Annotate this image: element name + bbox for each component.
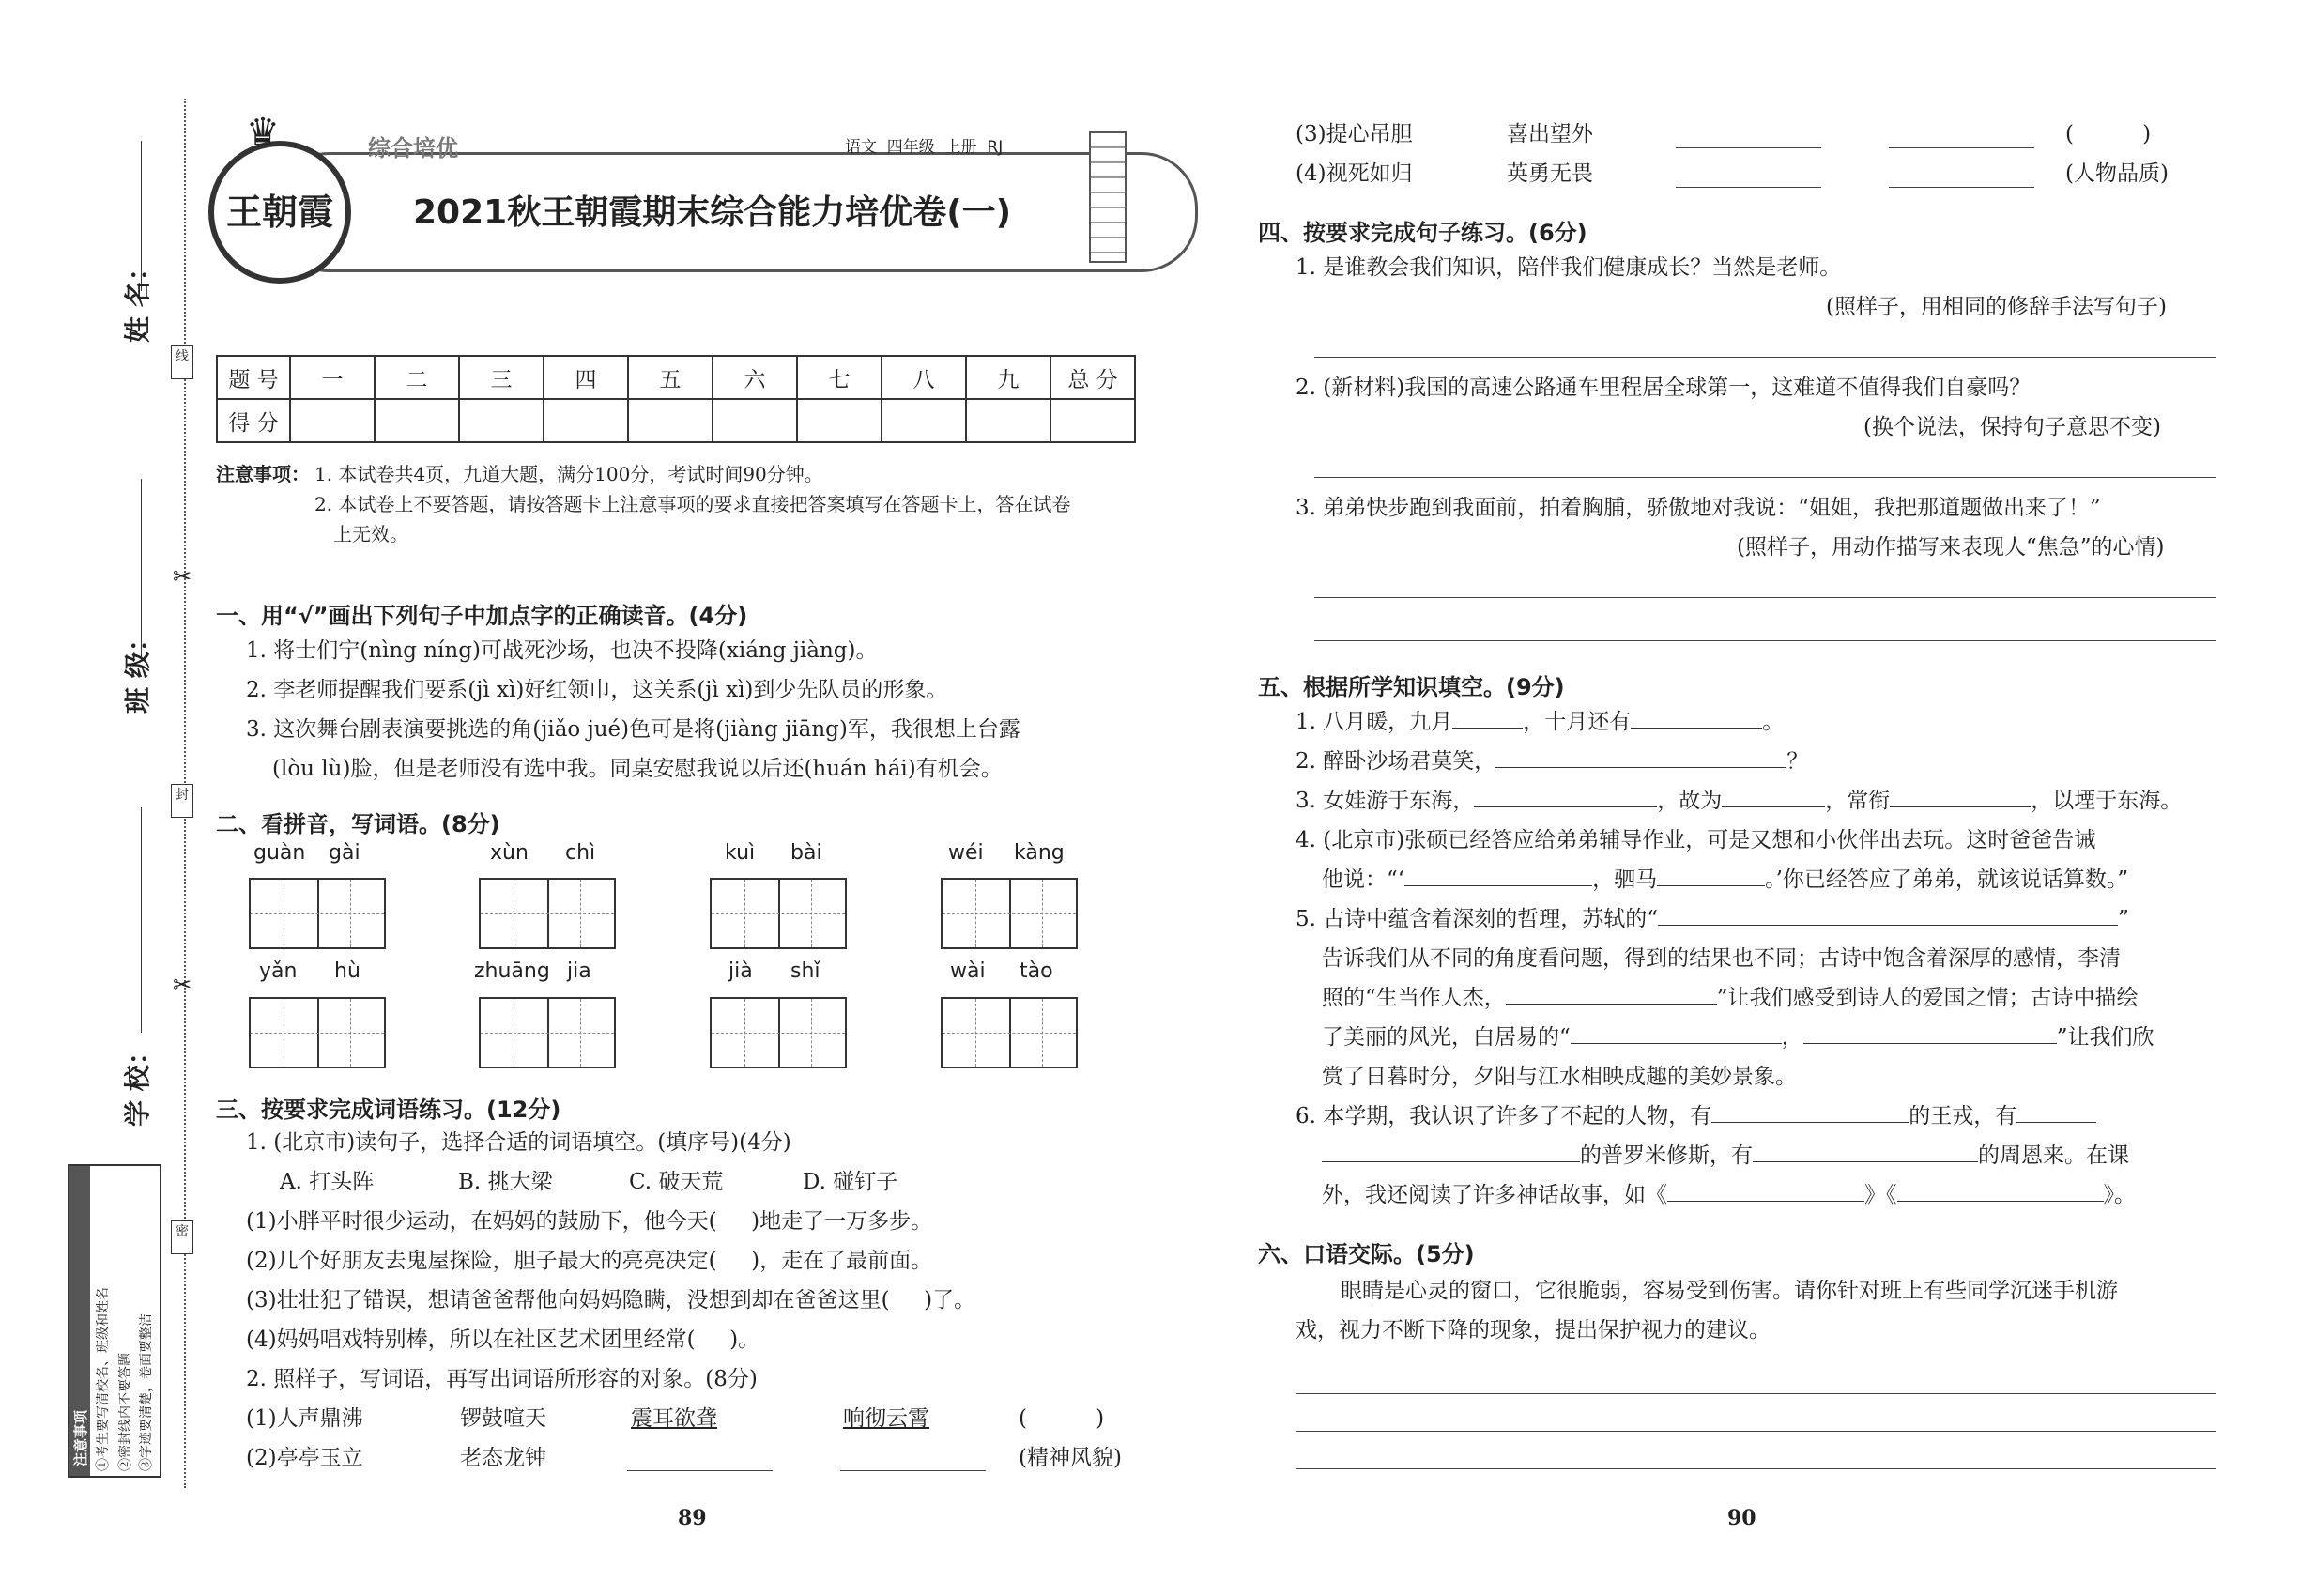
- writing-grid[interactable]: [941, 878, 1078, 949]
- answer-blank[interactable]: [1753, 1161, 1978, 1162]
- question-line: 3. 这次舞台剧表演要挑选的角(jiǎo jué)色可是将(jiàng jiāng)军，我很想上台露: [246, 717, 1020, 742]
- word-cell: (2)亭亭玉立: [246, 1446, 363, 1470]
- question-line: 3. 弟弟快步跑到我面前，拍着胸脯，骄傲地对我说：“姐姐，我把那道题做出来了！”: [1296, 496, 2101, 520]
- writing-grid[interactable]: [710, 997, 847, 1068]
- fill-line: 赏了日暮时分，夕阳与江水相映成趣的美妙景象。: [1322, 1065, 1797, 1089]
- answer-blank[interactable]: [1803, 1043, 2057, 1044]
- table-cell: 得 分: [217, 399, 290, 442]
- word-cell: 锣鼓喧天: [460, 1406, 546, 1431]
- option: B. 挑大梁: [458, 1170, 553, 1194]
- answer-line[interactable]: [1296, 1468, 2216, 1469]
- option: D. 碰钉子: [803, 1170, 898, 1194]
- question-line: 2. (新材料)我国的高速公路通车里程居全球第一，这难道不值得我们自豪吗？: [1296, 376, 2032, 400]
- table-cell: 二: [375, 356, 459, 399]
- answer-blank[interactable]: [1897, 1201, 2104, 1202]
- table-cell: 七: [797, 356, 882, 399]
- word-cell: 喜出望外: [1507, 122, 1593, 146]
- fill-line: 3. 女娃游于东海， ，故为 ，常衔 ，以堙于东海。: [1296, 789, 2183, 813]
- cut-mark-1: 线: [171, 345, 193, 379]
- word-cell: 震耳欲聋: [631, 1406, 717, 1431]
- note-item: ①考生要写清校名、班级和姓名: [96, 1287, 111, 1471]
- question-hint: (照样子，用相同的修辞手法写句子): [1826, 295, 2167, 319]
- answer-line[interactable]: [1314, 640, 2216, 641]
- table-cell: 九: [966, 356, 1050, 399]
- answer-blank[interactable]: [1404, 885, 1592, 886]
- answer-line[interactable]: [1314, 477, 2216, 478]
- pinyin: zhuāng: [474, 959, 550, 983]
- question-hint: (照样子，用动作描写来表现人“焦急”的心情): [1737, 535, 2165, 560]
- page-number: 90: [1727, 1506, 1756, 1530]
- answer-blank[interactable]: [1452, 728, 1523, 729]
- question-line: (3)壮壮犯了错误，想请爸爸帮他向妈妈隐瞒，没想到却在爸爸这里( )了。: [246, 1288, 976, 1312]
- school-label: 学 校：: [122, 1038, 153, 1127]
- pinyin: kàng: [1014, 841, 1065, 865]
- fill-line: 的普罗米修斯，有 的周恩来。在课: [1322, 1140, 2129, 1172]
- word-cell: 英勇无畏: [1507, 161, 1593, 186]
- pinyin: wài: [950, 959, 986, 983]
- fill-line: 6. 本学期，我认识了许多了不起的人物，有 的王戎，有: [1296, 1100, 2096, 1132]
- word-cell: ( ): [1019, 1406, 1105, 1431]
- answer-blank[interactable]: [1322, 1161, 1580, 1162]
- question-line: 2. 李老师提醒我们要系(jì xì)好红领巾，这关系(jì xì)到少先队员的形象。: [246, 678, 948, 702]
- pinyin: shǐ: [790, 959, 820, 983]
- answer-blank[interactable]: [1657, 885, 1765, 886]
- writing-grid[interactable]: [941, 997, 1078, 1068]
- section-title: 四、按要求完成句子练习。(6分): [1258, 220, 1587, 246]
- answer-blank[interactable]: [840, 1470, 986, 1471]
- answer-blank[interactable]: [1506, 1004, 1717, 1005]
- scissors-icon: ✂: [173, 563, 192, 590]
- section-title: 五、根据所学知识填空。(9分): [1258, 674, 1565, 700]
- school-line: [141, 807, 142, 1033]
- writing-grid[interactable]: [249, 878, 386, 949]
- word-cell: (3)提心吊胆: [1296, 122, 1413, 146]
- notice-label: 注意事项：: [216, 463, 310, 485]
- word-cell: (精神风貌): [1019, 1446, 1122, 1470]
- answer-blank[interactable]: [1631, 728, 1762, 729]
- score-table: [216, 355, 1136, 443]
- fill-line: 5. 古诗中蕴含着深刻的哲理，苏轼的“ ”: [1296, 907, 2129, 931]
- pinyin: kuì: [725, 841, 756, 865]
- section-title: 一、用“√”画出下列句子中加点字的正确读音。(4分): [216, 603, 748, 629]
- notes-box: [68, 1164, 161, 1478]
- notes-title: 注意事项: [72, 1409, 89, 1466]
- question-line: (4)妈妈唱戏特别棒，所以在社区艺术团里经常( )。: [246, 1327, 760, 1352]
- notice-item: 上无效。: [333, 523, 408, 545]
- page-title: 2021秋王朝霞期末综合能力培优卷(一): [413, 193, 1012, 232]
- question-line: (1)小胖平时很少运动，在妈妈的鼓励下，他今天( )地走了一万多步。: [246, 1209, 933, 1234]
- note-item: ③字迹要清楚，卷面要整洁: [139, 1313, 154, 1471]
- answer-blank[interactable]: [1495, 767, 1786, 768]
- answer-line[interactable]: [1314, 597, 2216, 598]
- section-title: 六、口语交际。(5分): [1258, 1241, 1475, 1267]
- brand-logo: 王朝霞: [208, 141, 351, 284]
- pinyin: bài: [790, 841, 822, 865]
- note-item: ②密封线内不要答题: [118, 1353, 133, 1471]
- option: A. 打头阵: [280, 1170, 375, 1194]
- pinyin: gài: [329, 841, 360, 865]
- writing-grid[interactable]: [479, 878, 616, 949]
- word-cell: (人物品质): [2065, 161, 2169, 186]
- word-cell: 老态龙钟: [460, 1446, 546, 1470]
- scissors-icon: ✂: [173, 972, 192, 998]
- pinyin: jia: [567, 959, 591, 983]
- section-title: 三、按要求完成词语练习。(12分): [216, 1097, 561, 1123]
- cut-mark-3: 密: [171, 1220, 193, 1254]
- series-label: 综合培优: [368, 135, 458, 161]
- question-line: 1. 是谁教会我们知识，陪伴我们健康成长？当然是老师。: [1296, 255, 1842, 280]
- answer-blank[interactable]: [1676, 147, 1821, 148]
- lighthouse-icon: [1089, 131, 1127, 263]
- answer-blank[interactable]: [1658, 925, 2118, 926]
- question-line: (2)几个好朋友去鬼屋探险，胆子最大的亮亮决定( )，走在了最前面。: [246, 1249, 933, 1273]
- pinyin: guàn: [253, 841, 306, 865]
- cut-mark-2: 封: [171, 784, 193, 818]
- table-cell: 一: [290, 356, 375, 399]
- notice-item: 1. 本试卷共4页，九道大题，满分100分，考试时间90分钟。: [314, 463, 823, 485]
- table-cell: 三: [459, 356, 544, 399]
- answer-line[interactable]: [1314, 357, 2216, 358]
- writing-grid[interactable]: [479, 997, 616, 1068]
- word-cell: ( ): [2065, 122, 2152, 146]
- fill-line: 4. (北京市)张硕已经答应给弟弟辅导作业，可是又想和小伙伴出去玩。这时爸爸告诫: [1296, 828, 2096, 852]
- answer-line[interactable]: [1296, 1431, 2216, 1432]
- section-title: 二、看拼音，写词语。(8分): [216, 811, 500, 837]
- pinyin: xùn: [490, 841, 529, 865]
- pinyin: tào: [1020, 959, 1053, 983]
- pinyin: yǎn: [259, 959, 298, 983]
- table-cell: 四: [544, 356, 628, 399]
- question-line: 1. 将士们宁(nìng níng)可战死沙场，也决不投降(xiáng jiàng)。: [246, 638, 878, 663]
- answer-blank[interactable]: [1571, 1043, 1782, 1044]
- notice-item: 2. 本试卷上不要答题，请按答题卡上注意事项的要求直接把答案填写在答题卡上，答在试卷: [314, 493, 1071, 515]
- table-cell: 题 号: [217, 356, 290, 399]
- fill-line: 他说：“‘ ，驷马 。’你已经答应了弟弟，就该说话算数。”: [1322, 867, 2129, 892]
- word-cell: 响彻云霄: [843, 1406, 929, 1431]
- table-cell: 五: [628, 356, 713, 399]
- writing-grid[interactable]: [710, 878, 847, 949]
- page-number: 89: [678, 1506, 707, 1530]
- table-cell: 总 分: [1050, 356, 1135, 399]
- pinyin: jià: [728, 959, 753, 983]
- pinyin: chì: [565, 841, 596, 865]
- subject-line: 语文 四年级 上册 RJ: [845, 138, 1004, 157]
- answer-blank[interactable]: [1711, 1122, 1909, 1123]
- answer-blank[interactable]: [1722, 806, 1825, 807]
- answer-blank[interactable]: [1474, 806, 1657, 807]
- question-line: (lòu lù)脸，但是老师没有选中我。同桌安慰我说以后还(huán hái)有机会。: [272, 757, 1003, 781]
- answer-blank[interactable]: [1889, 187, 2034, 188]
- fill-line: 1. 八月暖，九月 ，十月还有 。: [1296, 710, 1785, 734]
- class-label: 班 级：: [122, 625, 153, 714]
- answer-blank[interactable]: [1889, 147, 2034, 148]
- answer-blank[interactable]: [2016, 1122, 2096, 1123]
- question-line: 戏，视力不断下降的现象，提出保护视力的建议。: [1296, 1318, 1771, 1343]
- question-line: 眼睛是心灵的窗口，它很脆弱，容易受到伤害。请你针对班上有些同学沉迷手机游: [1341, 1279, 2118, 1303]
- name-label: 姓 名：: [122, 254, 153, 343]
- answer-blank[interactable]: [1667, 1201, 1864, 1202]
- option: C. 破天荒: [629, 1170, 724, 1194]
- word-cell: (1)人声鼎沸: [246, 1406, 363, 1431]
- fill-line: 了美丽的风光，白居易的“ ， ”让我们欣: [1322, 1025, 2154, 1050]
- question-line: 1. (北京市)读句子，选择合适的词语填空。(填序号)(4分): [246, 1130, 791, 1155]
- table-cell: 六: [713, 356, 797, 399]
- writing-grid[interactable]: [249, 997, 386, 1068]
- question-hint: (换个说法，保持句子意思不变): [1863, 415, 2161, 439]
- answer-line[interactable]: [1296, 1393, 2216, 1394]
- fill-line: 照的“生当作人杰， ”让我们感受到诗人的爱国之情；古诗中描绘: [1322, 986, 2139, 1010]
- table-cell: 八: [882, 356, 966, 399]
- answer-blank[interactable]: [1890, 806, 2031, 807]
- question-line: 2. 照样子，写词语，再写出词语所形容的对象。(8分): [246, 1367, 758, 1391]
- word-cell: (4)视死如归: [1296, 161, 1413, 186]
- answer-blank[interactable]: [627, 1470, 773, 1471]
- crown-icon: ♛: [246, 111, 280, 154]
- pinyin: hù: [334, 959, 360, 983]
- pinyin: wéi: [948, 841, 984, 865]
- fill-line: 2. 醉卧沙场君莫笑， ？: [1296, 749, 1809, 774]
- answer-blank[interactable]: [1676, 187, 1821, 188]
- fill-line: 外，我还阅读了许多神话故事，如《 》《 》。: [1322, 1183, 2136, 1207]
- fill-line: 告诉我们从不同的角度看问题，得到的结果也不同；古诗中饱含着深厚的感情，李清: [1322, 946, 2121, 971]
